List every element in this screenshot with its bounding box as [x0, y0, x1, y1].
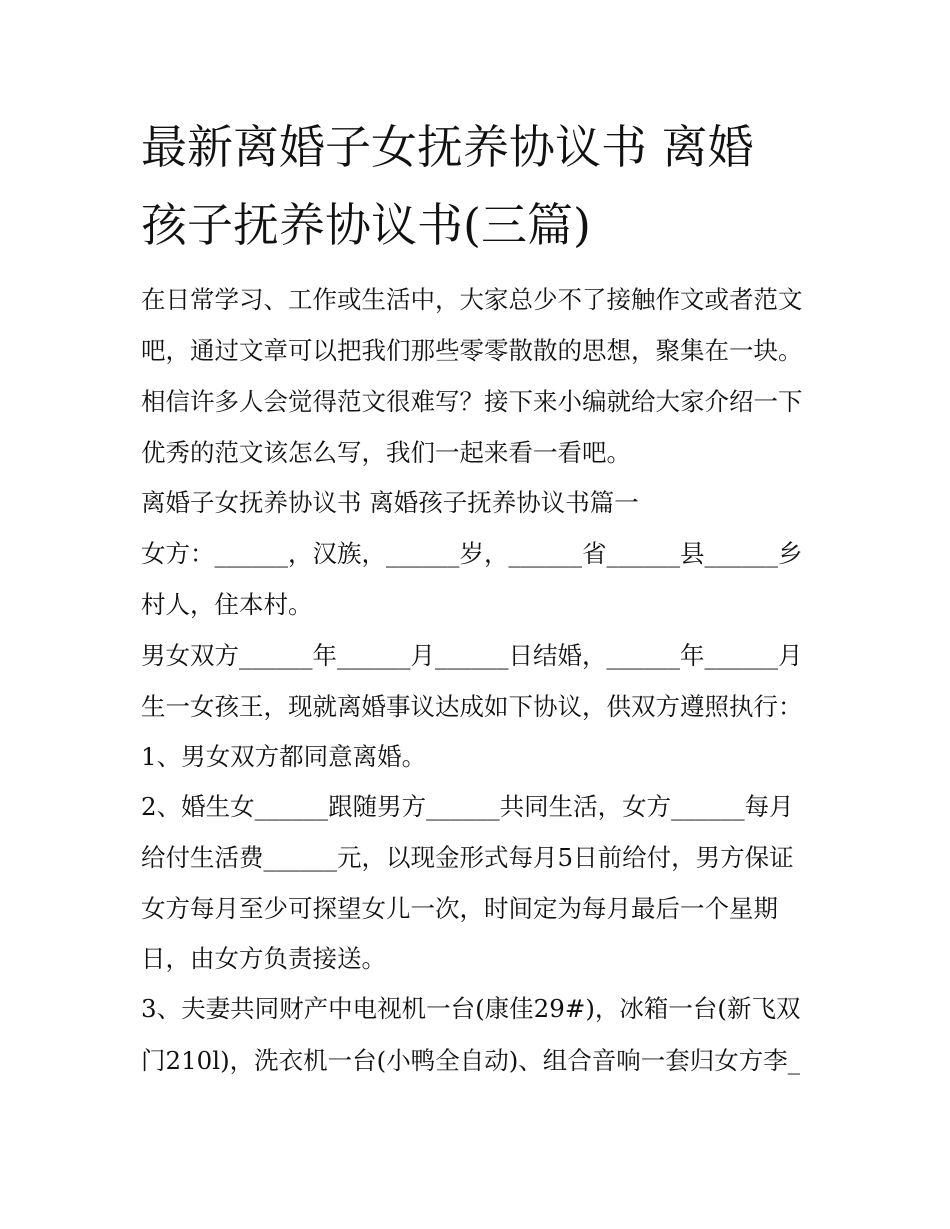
- document-title-line-1: 最新离婚子女抚养协议书 离婚: [141, 120, 754, 174]
- paragraph-line: 生一女孩王，现就离婚事议达成如下协议，供双方遵照执行：: [141, 692, 803, 721]
- paragraph-line: 男女双方______年______月______日结婚，______年______月: [141, 641, 803, 670]
- clause-2-line: 给付生活费______元，以现金形式每月5日前给付，男方保证: [141, 843, 794, 872]
- clause-2-line: 日，由女方负责接送。: [141, 944, 386, 973]
- intro-line: 优秀的范文该怎么写，我们一起来看一看吧。: [141, 438, 631, 467]
- clause-3-line: 3、夫妻共同财产中电视机一台(康佳29#)，冰箱一台(新飞双: [141, 994, 801, 1023]
- intro-line: 相信许多人会觉得范文很难写？接下来小编就给大家介绍一下: [141, 387, 803, 416]
- clause-3-line: 门210l)，洗衣机一台(小鸭全自动)、组合音响一套归女方李_: [141, 1046, 801, 1075]
- clause-1: 1、男女双方都同意离婚。: [141, 742, 427, 771]
- section-heading: 离婚子女抚养协议书 离婚孩子抚养协议书篇一: [141, 488, 639, 517]
- paragraph-line: 女方：______，汉族，______岁，______省______县______乡: [141, 539, 803, 568]
- clause-2-line: 2、婚生女______跟随男方______共同生活，女方______每月: [141, 792, 794, 821]
- intro-line: 吧，通过文章可以把我们那些零零散散的思想，聚集在一块。: [141, 336, 803, 365]
- document-title-line-2: 孩子抚养协议书(三篇): [141, 198, 591, 252]
- intro-line: 在日常学习、工作或生活中，大家总少不了接触作文或者范文: [141, 285, 803, 314]
- clause-2-line: 女方每月至少可探望女儿一次，时间定为每月最后一个星期: [141, 894, 778, 923]
- paragraph-line: 村人，住本村。: [141, 590, 313, 619]
